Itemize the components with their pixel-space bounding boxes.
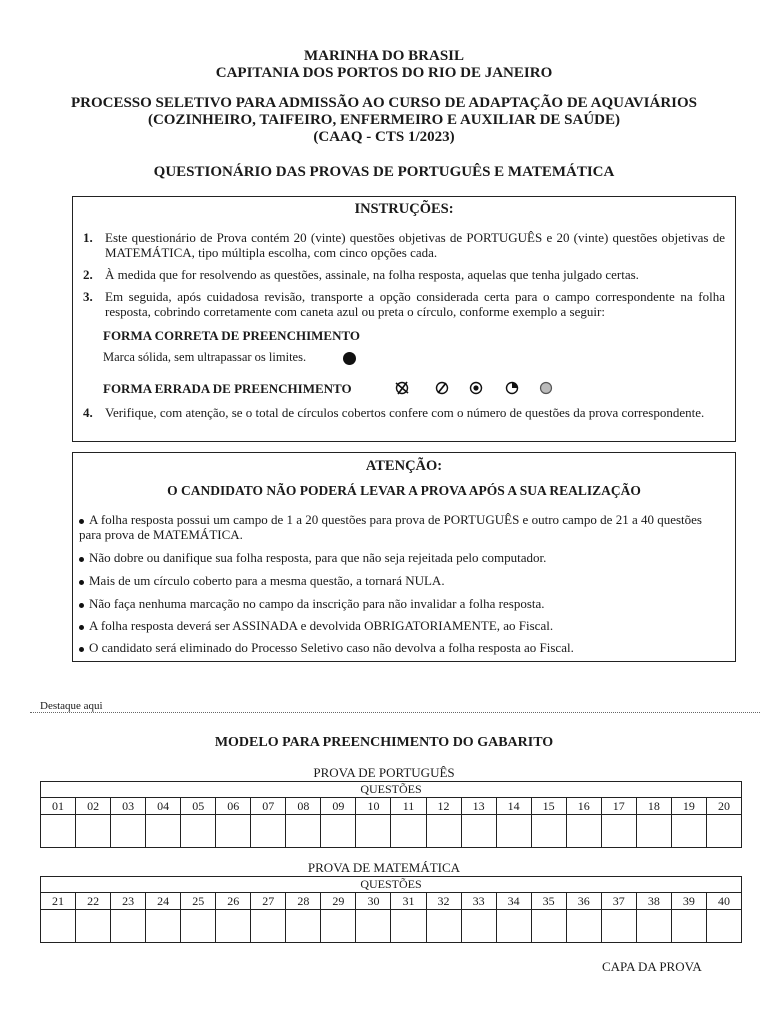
answer-cell[interactable] xyxy=(321,815,356,848)
answer-cell[interactable] xyxy=(601,815,636,848)
instruction-text: À medida que for resolvendo as questões, assinale, na folha resposta, aquelas que tenha julgado certas. xyxy=(105,267,639,282)
answer-cell[interactable] xyxy=(41,910,76,943)
instruction-item xyxy=(83,267,725,283)
solid-mark-icon xyxy=(343,352,356,365)
question-number-cell: 15 xyxy=(531,798,566,815)
question-number-cell: 16 xyxy=(566,798,601,815)
attention-text: Não faça nenhuma marcação no campo da inscrição para não invalidar a folha resposta. xyxy=(89,596,545,611)
bullet-icon xyxy=(79,625,84,630)
question-number-cell: 32 xyxy=(426,893,461,910)
answer-cell[interactable] xyxy=(706,910,741,943)
answer-cell[interactable] xyxy=(636,910,671,943)
header-org xyxy=(0,48,768,82)
footer-cover-label: CAPA DA PROVA xyxy=(602,959,702,974)
answer-cell[interactable] xyxy=(356,910,391,943)
question-number-cell: 11 xyxy=(391,798,426,815)
attention-text: Não dobre ou danifique sua folha resposta, para que não seja rejeitada pelo computador. xyxy=(89,550,547,565)
question-number-cell: 20 xyxy=(706,798,741,815)
question-number-cell: 10 xyxy=(356,798,391,815)
instruction-number: 1. xyxy=(83,230,93,245)
question-number-cell: 38 xyxy=(636,893,671,910)
correct-fill-desc: Marca sólida, sem ultrapassar os limites. xyxy=(103,350,307,364)
bullet-icon xyxy=(79,647,84,652)
instruction-text: Verifique, com atenção, se o total de círculos cobertos confere com o número de questões da prova correspondente. xyxy=(105,405,705,420)
bullet-icon xyxy=(79,580,84,585)
question-number-cell: 12 xyxy=(426,798,461,815)
answer-cell[interactable] xyxy=(216,815,251,848)
question-number-cell: 08 xyxy=(286,798,321,815)
questoes-header: QUESTÕES xyxy=(41,782,742,798)
answer-cell[interactable] xyxy=(321,910,356,943)
answer-cell[interactable] xyxy=(461,910,496,943)
question-number-cell: 25 xyxy=(181,893,216,910)
answer-cell[interactable] xyxy=(181,910,216,943)
question-number-cell: 29 xyxy=(321,893,356,910)
instruction-number: 4. xyxy=(83,405,93,420)
questionnaire-title: QUESTIONÁRIO DAS PROVAS DE PORTUGUÊS E MATEMÁTICA xyxy=(153,164,615,180)
answer-cell[interactable] xyxy=(671,910,706,943)
answer-cell[interactable] xyxy=(76,815,111,848)
matematica-label: PROVA DE MATEMÁTICA xyxy=(307,860,461,875)
question-number-cell: 07 xyxy=(251,798,286,815)
answer-cell[interactable] xyxy=(391,815,426,848)
answer-cell[interactable] xyxy=(76,910,111,943)
instruction-text: Em seguida, após cuidadosa revisão, transporte a opção considerada certa para o campo correspondente na folha resposta, cobrindo corretamente com caneta azul ou preta o círculo, conforme exemplo a seguir: xyxy=(105,289,725,319)
cut-here-label: Destaque aqui xyxy=(40,700,103,712)
partial-mark-icon xyxy=(505,381,519,395)
question-number-cell: 31 xyxy=(391,893,426,910)
answer-cell[interactable] xyxy=(426,815,461,848)
answer-cell[interactable] xyxy=(216,910,251,943)
instruction-item xyxy=(83,230,725,262)
answer-cell[interactable] xyxy=(251,815,286,848)
questoes-header: QUESTÕES xyxy=(41,877,742,893)
question-number-cell: 28 xyxy=(286,893,321,910)
question-number-cell: 09 xyxy=(321,798,356,815)
attention-box xyxy=(72,452,736,662)
answer-cell[interactable] xyxy=(496,815,531,848)
answer-cell[interactable] xyxy=(286,815,321,848)
question-number-cell: 19 xyxy=(671,798,706,815)
header-process xyxy=(0,95,768,146)
answer-cell[interactable] xyxy=(356,815,391,848)
question-number-cell: 27 xyxy=(251,893,286,910)
x-mark-icon xyxy=(395,381,409,395)
bullet-icon xyxy=(79,557,84,562)
process-line-3: (CAAQ - CTS 1/2023) xyxy=(313,129,455,145)
org-subname: CAPITANIA DOS PORTOS DO RIO DE JANEIRO xyxy=(215,65,553,81)
answer-cell[interactable] xyxy=(461,815,496,848)
answer-cell[interactable] xyxy=(391,910,426,943)
attention-item xyxy=(79,550,725,565)
attention-item xyxy=(79,640,725,655)
bullet-icon xyxy=(79,603,84,608)
answer-cell[interactable] xyxy=(146,815,181,848)
answer-cell[interactable] xyxy=(706,815,741,848)
question-number-cell: 26 xyxy=(216,893,251,910)
question-number-cell: 21 xyxy=(41,893,76,910)
question-number-cell: 34 xyxy=(496,893,531,910)
question-number-cell: 37 xyxy=(601,893,636,910)
attention-item xyxy=(79,512,725,542)
question-number-cell: 14 xyxy=(496,798,531,815)
attention-text: A folha resposta deverá ser ASSINADA e devolvida OBRIGATORIAMENTE, ao Fiscal. xyxy=(89,618,554,633)
question-number-cell: 03 xyxy=(111,798,146,815)
attention-text: Mais de um círculo coberto para a mesma questão, a tornará NULA. xyxy=(89,573,445,588)
instruction-item xyxy=(83,289,725,321)
answer-row xyxy=(41,815,742,848)
answer-cell[interactable] xyxy=(671,815,706,848)
answer-cell[interactable] xyxy=(531,815,566,848)
slash-mark-icon xyxy=(435,381,449,395)
process-line-2: (COZINHEIRO, TAIFEIRO, ENFERMEIRO E AUXILIAR DE SAÚDE) xyxy=(147,112,620,128)
instructions-box xyxy=(72,196,736,442)
attention-text: A folha resposta possui um campo de 1 a 20 questões para prova de PORTUGUÊS e outro campo de 21 a 40 questões para prova de MATEMÁTICA. xyxy=(79,512,702,542)
light-mark-icon xyxy=(539,381,553,395)
question-number-cell: 39 xyxy=(671,893,706,910)
attention-item xyxy=(79,618,725,633)
attention-subtitle: O CANDIDATO NÃO PODERÁ LEVAR A PROVA APÓS A SUA REALIZAÇÃO xyxy=(167,483,641,498)
attention-title: ATENÇÃO: xyxy=(365,458,443,474)
wrong-fill-title: FORMA ERRADA DE PREENCHIMENTO xyxy=(103,381,352,396)
question-number-cell: 30 xyxy=(356,893,391,910)
answer-cell[interactable] xyxy=(426,910,461,943)
attention-text: O candidato será eliminado do Processo Seletivo caso não devolva a folha resposta ao Fiscal. xyxy=(89,640,574,655)
bullet-icon xyxy=(79,519,84,524)
grid-header-row xyxy=(41,877,742,893)
question-number-cell: 18 xyxy=(636,798,671,815)
question-number-cell: 40 xyxy=(706,893,741,910)
gabarito-title: MODELO PARA PREENCHIMENTO DO GABARITO xyxy=(214,735,554,750)
question-numbers-row xyxy=(41,798,742,815)
answer-cell[interactable] xyxy=(111,910,146,943)
instruction-number: 2. xyxy=(83,267,93,282)
question-number-cell: 24 xyxy=(146,893,181,910)
matematica-answer-grid xyxy=(40,876,742,943)
question-number-cell: 04 xyxy=(146,798,181,815)
answer-cell[interactable] xyxy=(111,815,146,848)
question-number-cell: 05 xyxy=(181,798,216,815)
answer-cell[interactable] xyxy=(601,910,636,943)
answer-cell[interactable] xyxy=(636,815,671,848)
instruction-text: Este questionário de Prova contém 20 (vinte) questões objetivas de PORTUGUÊS e 20 (vinte) questões objetivas de MATEMÁTICA, tipo múltipla escolha, com cinco opções cada. xyxy=(105,230,725,260)
instruction-number: 3. xyxy=(83,289,93,304)
attention-item xyxy=(79,596,725,611)
attention-item xyxy=(79,573,725,588)
question-number-cell: 06 xyxy=(216,798,251,815)
instruction-item xyxy=(83,405,725,437)
cut-line xyxy=(30,712,760,713)
portugues-label: PROVA DE PORTUGUÊS xyxy=(313,765,455,780)
question-number-cell: 17 xyxy=(601,798,636,815)
question-number-cell: 36 xyxy=(566,893,601,910)
answer-cell[interactable] xyxy=(146,910,181,943)
question-number-cell: 35 xyxy=(531,893,566,910)
question-numbers-row xyxy=(41,893,742,910)
answer-cell[interactable] xyxy=(181,815,216,848)
question-number-cell: 33 xyxy=(461,893,496,910)
answer-cell[interactable] xyxy=(531,910,566,943)
correct-fill-title: FORMA CORRETA DE PREENCHIMENTO xyxy=(103,328,361,343)
portugues-answer-grid xyxy=(40,781,742,848)
process-line-1: PROCESSO SELETIVO PARA ADMISSÃO AO CURSO DE ADAPTAÇÃO DE AQUAVIÁRIOS xyxy=(70,95,698,111)
answer-cell[interactable] xyxy=(41,815,76,848)
answer-cell[interactable] xyxy=(286,910,321,943)
org-name: MARINHA DO BRASIL xyxy=(303,48,465,64)
question-number-cell: 02 xyxy=(76,798,111,815)
question-number-cell: 23 xyxy=(111,893,146,910)
instructions-title: INSTRUÇÕES: xyxy=(354,201,454,217)
answer-cell[interactable] xyxy=(566,815,601,848)
answer-row xyxy=(41,910,742,943)
question-number-cell: 01 xyxy=(41,798,76,815)
answer-cell[interactable] xyxy=(251,910,286,943)
question-number-cell: 13 xyxy=(461,798,496,815)
question-number-cell: 22 xyxy=(76,893,111,910)
answer-cell[interactable] xyxy=(496,910,531,943)
dot-mark-icon xyxy=(469,381,483,395)
answer-cell[interactable] xyxy=(566,910,601,943)
grid-header-row xyxy=(41,782,742,798)
